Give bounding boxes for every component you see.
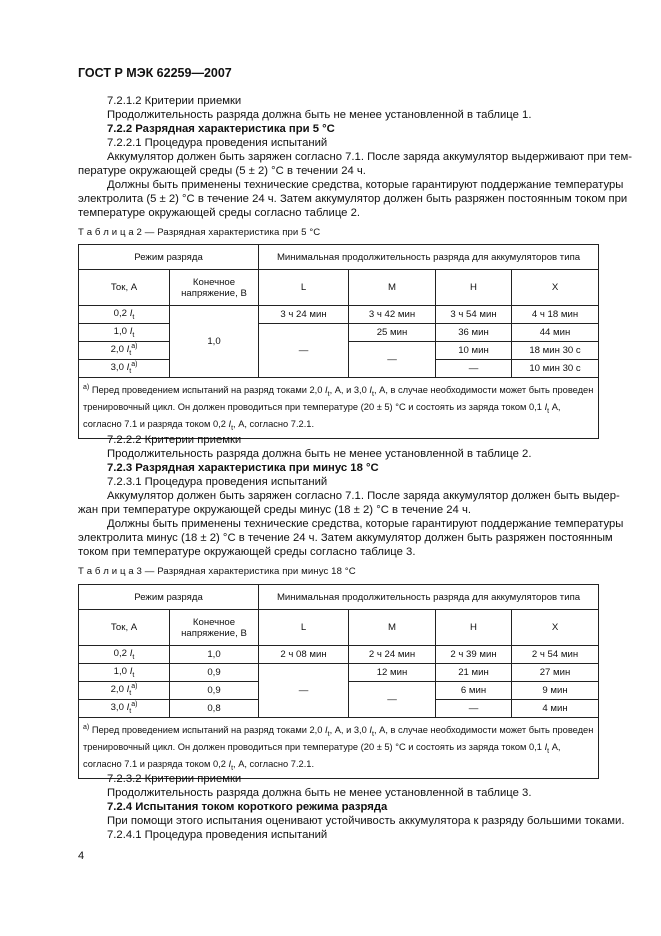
paragraph-line: Аккумулятор должен быть заряжен согласно 7.1. После заряда аккумулятор должен быть выдер- bbox=[107, 490, 620, 502]
duration-cell: 10 мин 30 с bbox=[512, 360, 599, 378]
paragraph-line: При помощи этого испытания оценивают устойчивость аккумулятора к разряду большими токами. bbox=[107, 815, 625, 827]
header-duration: Минимальная продолжительность разряда для аккумуляторов типа bbox=[259, 245, 599, 270]
duration-cell: 4 ч 18 мин bbox=[512, 306, 599, 324]
header-current: Ток, А bbox=[79, 270, 170, 306]
clause-7-2-2-heading: 7.2.2 Разрядная характеристика при 5 °С bbox=[107, 123, 335, 135]
table-3 bbox=[78, 584, 599, 779]
header-type-l: L bbox=[259, 610, 349, 646]
current-cell: 1,0 $I_t$ bbox=[79, 664, 170, 682]
current-cell: 1,0 $I_t$ bbox=[79, 324, 170, 342]
paragraph-line: током при температуре окружающей среды согласно таблице 3. bbox=[78, 546, 416, 558]
table-row bbox=[79, 324, 599, 342]
current-cell: 2,0 $I_t^{а)}$ bbox=[79, 342, 170, 360]
voltage-cell: 1,0 bbox=[170, 306, 259, 378]
table-2 bbox=[78, 244, 599, 439]
duration-cell: 6 мин bbox=[436, 682, 512, 700]
current-cell: 2,0 $I_t^{а)}$ bbox=[79, 682, 170, 700]
header-voltage: Конечное напряжение, В bbox=[170, 610, 259, 646]
header-mode: Режим разряда bbox=[79, 245, 259, 270]
header-type-h: H bbox=[436, 610, 512, 646]
table-row bbox=[79, 306, 599, 324]
duration-cell: 27 мин bbox=[512, 664, 599, 682]
header-type-m: M bbox=[349, 610, 436, 646]
voltage-cell: 0,9 bbox=[170, 664, 259, 682]
clause-7-2-3-2: 7.2.3.2 Критерии приемки bbox=[107, 773, 242, 785]
duration-cell: 2 ч 24 мин bbox=[349, 646, 436, 664]
table-3-footnote: $^{а)}$ Перед проведением испытаний на разряд токами 2,0 $I_t$, А, и 3,0 $I_t$, А, в случае необходимости может быть проведен тренировочный цикл. Он должен проводиться при температуре (20 ± 5) °С и состоять из заряда током 0,1 $I_t$ А, согласно 7.1 и разряда током 0,2 $I_t$, А, согласно 7.2.1. bbox=[79, 718, 599, 779]
duration-cell: 12 мин bbox=[349, 664, 436, 682]
clause-7-2-1-2: 7.2.1.2 Критерии приемки bbox=[107, 95, 242, 107]
duration-cell: 3 ч 42 мин bbox=[349, 306, 436, 324]
duration-cell: 4 мин bbox=[512, 700, 599, 718]
header-mode: Режим разряда bbox=[79, 585, 259, 610]
current-cell: 0,2 $I_t$ bbox=[79, 646, 170, 664]
paragraph-line: Должны быть применены технические средства, которые гарантируют поддержание температуры bbox=[107, 518, 624, 530]
voltage-cell: 0,9 bbox=[170, 682, 259, 700]
clause-7-2-3-1: 7.2.3.1 Процедура проведения испытаний bbox=[107, 476, 328, 488]
duration-cell: 10 мин bbox=[436, 342, 512, 360]
header-type-x: X bbox=[512, 610, 599, 646]
duration-cell: 2 ч 39 мин bbox=[436, 646, 512, 664]
paragraph-line: Аккумулятор должен быть заряжен согласно 7.1. После заряда аккумулятор выдерживают при тем- bbox=[107, 151, 633, 163]
header-duration: Минимальная продолжительность разряда для аккумуляторов типа bbox=[259, 585, 599, 610]
duration-cell: 36 мин bbox=[436, 324, 512, 342]
duration-cell: 3 ч 54 мин bbox=[436, 306, 512, 324]
voltage-cell: 1,0 bbox=[170, 646, 259, 664]
voltage-cell: 0,8 bbox=[170, 700, 259, 718]
table-3-caption: Т а б л и ц а 3 — Разрядная характеристика при минус 18 °С bbox=[78, 566, 356, 577]
clause-7-2-3-heading: 7.2.3 Разрядная характеристика при минус 18 °С bbox=[107, 462, 379, 474]
clause-7-2-4-heading: 7.2.4 Испытания током короткого режима разряда bbox=[107, 801, 388, 813]
paragraph-line: электролита минус (18 ± 2) °С в течение 24 ч. Затем аккумулятор должен быть разряжен постоянным bbox=[78, 532, 613, 544]
header-type-h: H bbox=[436, 270, 512, 306]
duration-cell: 44 мин bbox=[512, 324, 599, 342]
clause-7-2-2-2: 7.2.2.2 Критерии приемки bbox=[107, 434, 242, 446]
duration-cell: — bbox=[349, 682, 436, 718]
duration-cell: — bbox=[259, 324, 349, 378]
clause-7-2-2-1: 7.2.2.1 Процедура проведения испытаний bbox=[107, 137, 328, 149]
header-current: Ток, А bbox=[79, 610, 170, 646]
paragraph-line: жан при температуре окружающей среды минус (18 ± 2) °С в течение 24 ч. bbox=[78, 504, 471, 516]
current-cell: 3,0 $I_t^{а)}$ bbox=[79, 360, 170, 378]
duration-cell: 2 ч 08 мин bbox=[259, 646, 349, 664]
paragraph-line: температуре окружающей среды согласно таблице 2. bbox=[78, 207, 361, 219]
duration-cell: 21 мин bbox=[436, 664, 512, 682]
duration-cell: 2 ч 54 мин bbox=[512, 646, 599, 664]
table-row bbox=[79, 664, 599, 682]
header-type-m: M bbox=[349, 270, 436, 306]
duration-cell: — bbox=[259, 664, 349, 718]
paragraph-line: Должны быть применены технические средства, которые гарантируют поддержание температуры bbox=[107, 179, 624, 191]
duration-cell: — bbox=[436, 360, 512, 378]
table-row bbox=[79, 646, 599, 664]
paragraph-line: Продолжительность разряда должна быть не менее установленной в таблице 3. bbox=[107, 787, 532, 799]
duration-cell: 25 мин bbox=[349, 324, 436, 342]
paragraph-line: Продолжительность разряда должна быть не менее установленной в таблице 2. bbox=[107, 448, 532, 460]
page-number: 4 bbox=[78, 850, 85, 862]
duration-cell: 9 мин bbox=[512, 682, 599, 700]
current-cell: 3,0 $I_t^{а)}$ bbox=[79, 700, 170, 718]
duration-cell: — bbox=[436, 700, 512, 718]
duration-cell: 3 ч 24 мин bbox=[259, 306, 349, 324]
table-2-footnote: $^{а)}$ Перед проведением испытаний на разряд токами 2,0 $I_t$, А, и 3,0 $I_t$, А, в случае необходимости может быть проведен тренировочный цикл. Он должен проводиться при температуре (20 ± 5) °С и состоять из заряда током 0,1 $I_t$ А, согласно 7.1 и разряда током 0,2 $I_t$, А, согласно 7.2.1. bbox=[79, 378, 599, 439]
paragraph-line: Продолжительность разряда должна быть не менее установленной в таблице 1. bbox=[107, 109, 532, 121]
current-cell: 0,2 $I_t$ bbox=[79, 306, 170, 324]
table-2-caption: Т а б л и ц а 2 — Разрядная характеристика при 5 °С bbox=[78, 227, 321, 238]
duration-cell: 18 мин 30 с bbox=[512, 342, 599, 360]
document-header: ГОСТ Р МЭК 62259—2007 bbox=[78, 66, 232, 80]
paragraph-line: электролита (5 ± 2) °С в течение 24 ч. Затем аккумулятор должен быть разряжен постоянным током при bbox=[78, 193, 628, 205]
paragraph-line: пературе окружающей среды (5 ± 2) °С в течении 24 ч. bbox=[78, 165, 366, 177]
header-type-l: L bbox=[259, 270, 349, 306]
duration-cell: — bbox=[349, 342, 436, 378]
header-type-x: X bbox=[512, 270, 599, 306]
header-voltage: Конечное напряжение, В bbox=[170, 270, 259, 306]
clause-7-2-4-1: 7.2.4.1 Процедура проведения испытаний bbox=[107, 829, 328, 841]
